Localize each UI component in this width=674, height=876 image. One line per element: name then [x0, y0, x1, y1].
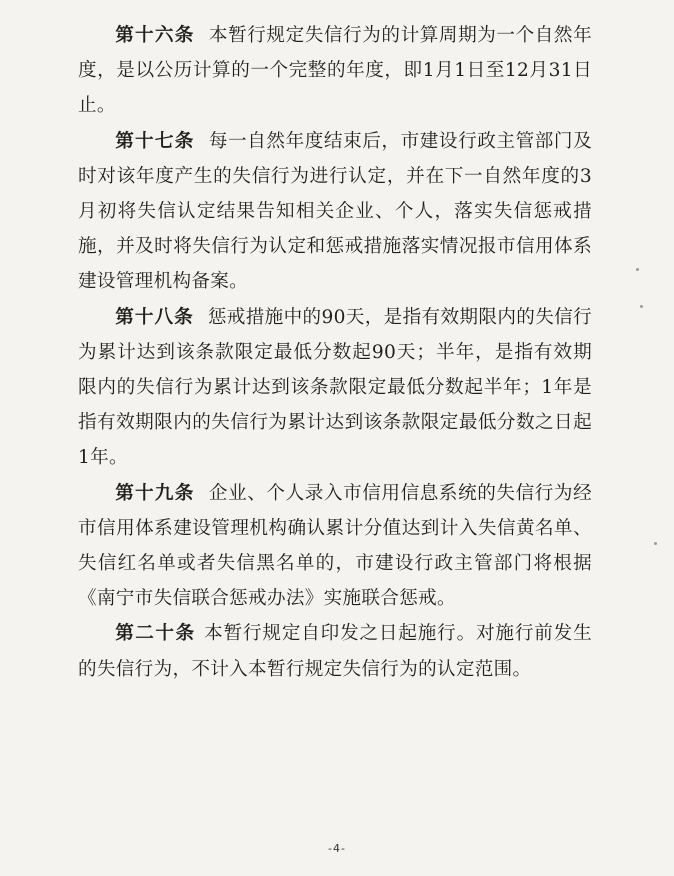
- article-number: 第十六条: [115, 25, 195, 46]
- page-number: -4-: [328, 842, 346, 855]
- article-number: 第十九条: [115, 482, 195, 504]
- article-18: [78, 300, 592, 476]
- scan-speck: [640, 305, 643, 308]
- article-text: 惩戒措施中的90天，是指有效期限内的失信行为累计达到该条款限定最低分数起90天；半年，是指有效期限内的失信行为累计达到该条款限定最低分数起半年；1年是指有效期限内的失信行为累计达到该条款限定最低分数之日起1年。: [78, 306, 592, 469]
- article-17: [78, 124, 592, 300]
- article-19: [78, 476, 592, 617]
- scan-speck: [636, 268, 639, 271]
- article-20: [78, 616, 592, 686]
- article-text: 每一自然年度结束后，市建设行政主管部门及时对该年度产生的失信行为进行认定，并在下一自然年度的3月初将失信认定结果告知相关企业、个人，落实失信惩戒措施，并及时将失信行为认定和惩戒措施落实情况报市信用体系建设管理机构备案。: [78, 130, 592, 293]
- article-number: 第十八条: [115, 306, 194, 328]
- article-text: 本暂行规定自印发之日起施行。对施行前发生的失信行为，不计入本暂行规定失信行为的认定范围。: [78, 623, 592, 680]
- article-number: 第二十条: [115, 623, 196, 645]
- article-number: 第十七条: [115, 130, 195, 152]
- article-text: 本暂行规定失信行为的计算周期为一个自然年度，是以公历计算的一个完整的年度，即1月1日至12月31日止。: [78, 25, 592, 117]
- document-body: [78, 18, 592, 687]
- article-16: [78, 18, 592, 124]
- scan-speck: [654, 542, 657, 545]
- article-text: 企业、个人录入市信用信息系统的失信行为经市信用体系建设管理机构确认累计分值达到计入失信黄名单、失信红名单或者失信黑名单的，市建设行政主管部门将根据《南宁市失信联合惩戒办法》实施联合惩戒。: [78, 482, 592, 610]
